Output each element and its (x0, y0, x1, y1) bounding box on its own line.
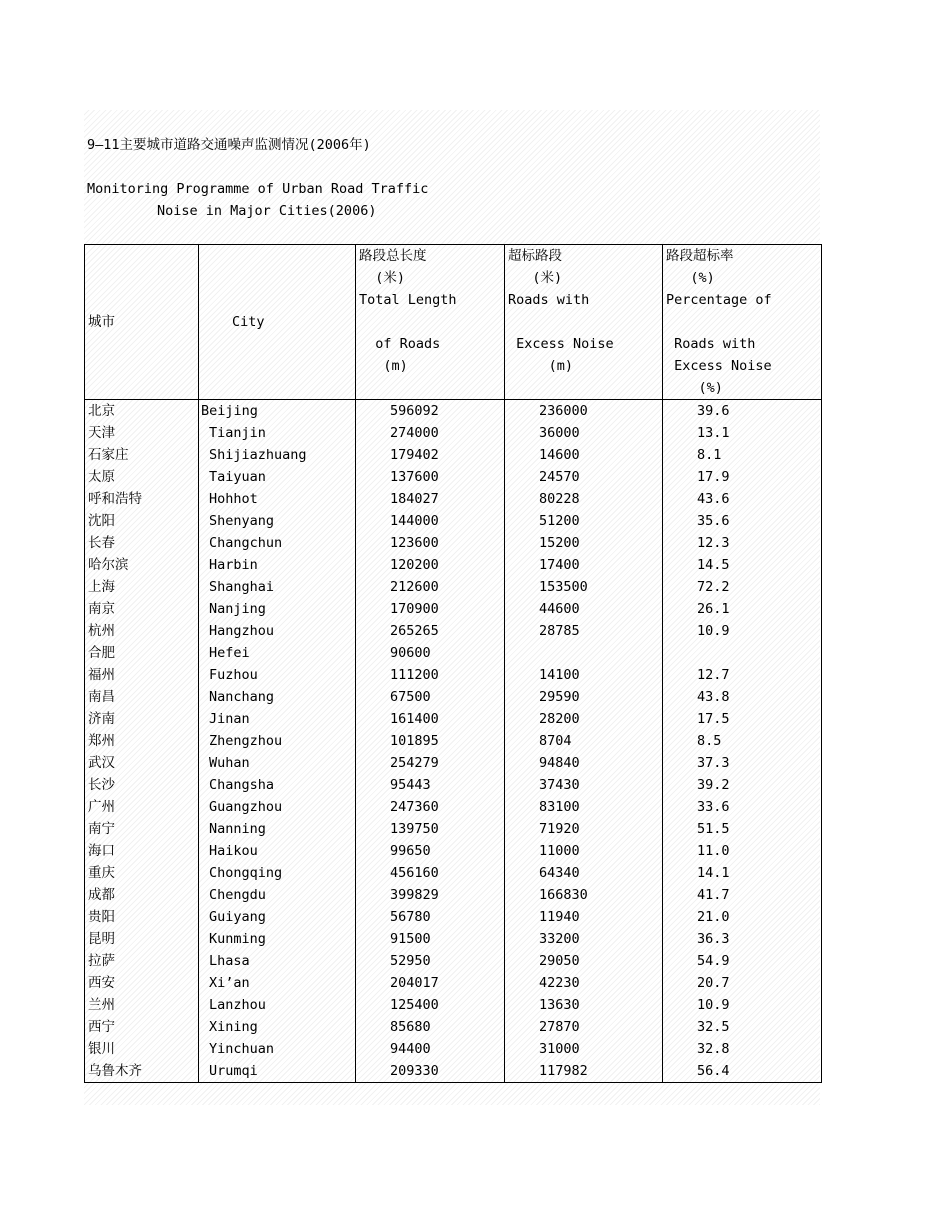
total-length-cell: 170900 (356, 598, 505, 620)
percentage-cell: 8.5 (663, 730, 822, 752)
table-row (85, 598, 822, 620)
table-row (85, 972, 822, 994)
city-en-cell: Kunming (199, 928, 356, 950)
header-percentage-line: 路段超标率 (666, 248, 734, 264)
city-en-cell: Lhasa (199, 950, 356, 972)
table-row (85, 422, 822, 444)
total-length-cell: 209330 (356, 1060, 505, 1083)
table-row (85, 884, 822, 906)
city-en-cell: Hefei (199, 642, 356, 664)
percentage-cell: 56.4 (663, 1060, 822, 1083)
percentage-cell: 12.3 (663, 532, 822, 554)
table-row (85, 994, 822, 1016)
city-cn-cell: 合肥 (85, 642, 199, 664)
excess-length-cell: 37430 (505, 774, 663, 796)
excess-length-cell: 33200 (505, 928, 663, 950)
city-cn-cell: 贵阳 (85, 906, 199, 928)
city-cn-cell: 哈尔滨 (85, 554, 199, 576)
city-en-cell: Nanchang (199, 686, 356, 708)
header-percentage-line: Roads with (666, 336, 756, 352)
header-excess-roads-line: (m) (508, 358, 574, 374)
header-percentage-line: Excess Noise (666, 358, 772, 374)
city-cn-cell: 呼和浩特 (85, 488, 199, 510)
total-length-cell: 274000 (356, 422, 505, 444)
percentage-cell: 37.3 (663, 752, 822, 774)
total-length-cell: 179402 (356, 444, 505, 466)
percentage-cell: 14.5 (663, 554, 822, 576)
excess-length-cell: 29590 (505, 686, 663, 708)
header-total-length (356, 245, 505, 400)
table-subtitle-line-2: Noise in Major Cities(2006) (157, 203, 377, 219)
percentage-cell: 12.7 (663, 664, 822, 686)
excess-length-cell: 83100 (505, 796, 663, 818)
city-en-cell: Hohhot (199, 488, 356, 510)
excess-length-cell: 80228 (505, 488, 663, 510)
excess-length-cell (505, 642, 663, 664)
header-total-length-line: (m) (359, 358, 408, 374)
total-length-cell: 399829 (356, 884, 505, 906)
city-cn-cell: 成都 (85, 884, 199, 906)
table-row (85, 554, 822, 576)
city-en-cell: Guiyang (199, 906, 356, 928)
excess-length-cell: 64340 (505, 862, 663, 884)
header-excess-roads-line: 超标路段 (508, 248, 562, 264)
total-length-cell: 90600 (356, 642, 505, 664)
city-cn-cell: 银川 (85, 1038, 199, 1060)
city-cn-cell: 天津 (85, 422, 199, 444)
total-length-cell: 95443 (356, 774, 505, 796)
city-en-cell: Xi’an (199, 972, 356, 994)
excess-length-cell: 28785 (505, 620, 663, 642)
total-length-cell: 91500 (356, 928, 505, 950)
table-row (85, 532, 822, 554)
city-cn-cell: 南宁 (85, 818, 199, 840)
percentage-cell: 43.6 (663, 488, 822, 510)
header-excess-roads-line: Excess Noise (508, 336, 614, 352)
percentage-cell: 72.2 (663, 576, 822, 598)
total-length-cell: 99650 (356, 840, 505, 862)
city-cn-cell: 昆明 (85, 928, 199, 950)
table-row (85, 708, 822, 730)
total-length-cell: 125400 (356, 994, 505, 1016)
city-cn-cell: 上海 (85, 576, 199, 598)
percentage-cell: 17.5 (663, 708, 822, 730)
total-length-cell: 144000 (356, 510, 505, 532)
city-en-cell: Beijing (199, 400, 356, 423)
city-en-cell: Changsha (199, 774, 356, 796)
percentage-cell: 13.1 (663, 422, 822, 444)
table-row (85, 950, 822, 972)
total-length-cell: 56780 (356, 906, 505, 928)
excess-length-cell: 27870 (505, 1016, 663, 1038)
percentage-cell: 35.6 (663, 510, 822, 532)
total-length-cell: 67500 (356, 686, 505, 708)
excess-length-cell: 51200 (505, 510, 663, 532)
header-total-length-line: 路段总长度 (359, 248, 427, 264)
excess-length-cell: 31000 (505, 1038, 663, 1060)
excess-length-cell: 8704 (505, 730, 663, 752)
city-en-cell: Tianjin (199, 422, 356, 444)
excess-length-cell: 94840 (505, 752, 663, 774)
city-en-cell: Taiyuan (199, 466, 356, 488)
header-percentage-line: (%) (666, 380, 723, 396)
percentage-cell: 41.7 (663, 884, 822, 906)
header-percentage-line: (%) (666, 270, 715, 286)
city-cn-cell: 武汉 (85, 752, 199, 774)
city-cn-cell: 太原 (85, 466, 199, 488)
city-en-cell: Fuzhou (199, 664, 356, 686)
percentage-cell: 14.1 (663, 862, 822, 884)
total-length-cell: 52950 (356, 950, 505, 972)
city-cn-cell: 乌鲁木齐 (85, 1060, 199, 1083)
header-percentage (663, 245, 822, 400)
city-en-cell: Wuhan (199, 752, 356, 774)
table-row (85, 510, 822, 532)
total-length-cell: 137600 (356, 466, 505, 488)
city-en-cell: Lanzhou (199, 994, 356, 1016)
city-en-cell: Harbin (199, 554, 356, 576)
table-row (85, 906, 822, 928)
table-title: 9—11主要城市道路交通噪声监测情况(2006年) (87, 137, 371, 153)
total-length-cell: 123600 (356, 532, 505, 554)
city-en-cell: Hangzhou (199, 620, 356, 642)
percentage-cell: 39.2 (663, 774, 822, 796)
table-row (85, 576, 822, 598)
header-city-en-label: City (232, 314, 265, 330)
city-cn-cell: 石家庄 (85, 444, 199, 466)
percentage-cell: 26.1 (663, 598, 822, 620)
city-cn-cell: 福州 (85, 664, 199, 686)
table-row (85, 466, 822, 488)
table-row (85, 664, 822, 686)
excess-length-cell: 15200 (505, 532, 663, 554)
percentage-cell: 36.3 (663, 928, 822, 950)
total-length-cell: 94400 (356, 1038, 505, 1060)
city-cn-cell: 杭州 (85, 620, 199, 642)
city-cn-cell: 长沙 (85, 774, 199, 796)
header-excess-roads (505, 245, 663, 400)
percentage-cell (663, 642, 822, 664)
percentage-cell: 39.6 (663, 400, 822, 423)
percentage-cell: 54.9 (663, 950, 822, 972)
city-cn-cell: 西安 (85, 972, 199, 994)
total-length-cell: 456160 (356, 862, 505, 884)
excess-length-cell: 24570 (505, 466, 663, 488)
city-cn-cell: 南昌 (85, 686, 199, 708)
table-row (85, 818, 822, 840)
table-row (85, 620, 822, 642)
excess-length-cell: 153500 (505, 576, 663, 598)
total-length-cell: 204017 (356, 972, 505, 994)
city-cn-cell: 长春 (85, 532, 199, 554)
excess-length-cell: 71920 (505, 818, 663, 840)
header-city-en (199, 245, 356, 400)
total-length-cell: 85680 (356, 1016, 505, 1038)
percentage-cell: 51.5 (663, 818, 822, 840)
excess-length-cell: 42230 (505, 972, 663, 994)
city-en-cell: Chengdu (199, 884, 356, 906)
header-total-length-line: Total Length (359, 292, 457, 308)
total-length-cell: 111200 (356, 664, 505, 686)
table-row (85, 840, 822, 862)
header-total-length-line: (米) (359, 270, 406, 286)
percentage-cell: 17.9 (663, 466, 822, 488)
city-cn-cell: 广州 (85, 796, 199, 818)
excess-length-cell: 13630 (505, 994, 663, 1016)
header-excess-roads-line: (米) (508, 270, 563, 286)
city-en-cell: Shijiazhuang (199, 444, 356, 466)
total-length-cell: 161400 (356, 708, 505, 730)
city-en-cell: Yinchuan (199, 1038, 356, 1060)
excess-length-cell: 28200 (505, 708, 663, 730)
total-length-cell: 101895 (356, 730, 505, 752)
table-row (85, 928, 822, 950)
total-length-cell: 265265 (356, 620, 505, 642)
city-cn-cell: 沈阳 (85, 510, 199, 532)
table-row (85, 1060, 822, 1083)
excess-length-cell: 36000 (505, 422, 663, 444)
excess-length-cell: 11000 (505, 840, 663, 862)
table-row (85, 774, 822, 796)
noise-monitoring-table (84, 244, 822, 1083)
table-row (85, 400, 822, 423)
city-en-cell: Shenyang (199, 510, 356, 532)
city-en-cell: Haikou (199, 840, 356, 862)
percentage-cell: 11.0 (663, 840, 822, 862)
excess-length-cell: 14100 (505, 664, 663, 686)
percentage-cell: 8.1 (663, 444, 822, 466)
table-body (85, 400, 822, 1083)
table-row (85, 1016, 822, 1038)
header-city-cn-label: 城市 (88, 314, 115, 330)
city-cn-cell: 南京 (85, 598, 199, 620)
table-row (85, 1038, 822, 1060)
city-cn-cell: 西宁 (85, 1016, 199, 1038)
percentage-cell: 32.5 (663, 1016, 822, 1038)
city-en-cell: Urumqi (199, 1060, 356, 1083)
header-excess-roads-line: Roads with (508, 292, 590, 308)
table-row (85, 488, 822, 510)
table-row (85, 730, 822, 752)
city-en-cell: Chongqing (199, 862, 356, 884)
table-row (85, 796, 822, 818)
city-en-cell: Guangzhou (199, 796, 356, 818)
table-row (85, 642, 822, 664)
total-length-cell: 247360 (356, 796, 505, 818)
total-length-cell: 120200 (356, 554, 505, 576)
percentage-cell: 33.6 (663, 796, 822, 818)
percentage-cell: 10.9 (663, 994, 822, 1016)
table-row (85, 862, 822, 884)
table-row (85, 686, 822, 708)
excess-length-cell: 166830 (505, 884, 663, 906)
city-cn-cell: 济南 (85, 708, 199, 730)
total-length-cell: 139750 (356, 818, 505, 840)
percentage-cell: 43.8 (663, 686, 822, 708)
excess-length-cell: 236000 (505, 400, 663, 423)
percentage-cell: 20.7 (663, 972, 822, 994)
table-row (85, 444, 822, 466)
excess-length-cell: 14600 (505, 444, 663, 466)
percentage-cell: 32.8 (663, 1038, 822, 1060)
city-en-cell: Nanning (199, 818, 356, 840)
header-percentage-line: Percentage of (666, 292, 772, 308)
city-en-cell: Changchun (199, 532, 356, 554)
city-cn-cell: 拉萨 (85, 950, 199, 972)
city-cn-cell: 兰州 (85, 994, 199, 1016)
percentage-cell: 21.0 (663, 906, 822, 928)
header-total-length-line: of Roads (359, 336, 441, 352)
city-cn-cell: 郑州 (85, 730, 199, 752)
excess-length-cell: 17400 (505, 554, 663, 576)
excess-length-cell: 11940 (505, 906, 663, 928)
city-en-cell: Xining (199, 1016, 356, 1038)
table-subtitle-line-1: Monitoring Programme of Urban Road Traffic (87, 181, 429, 197)
city-en-cell: Nanjing (199, 598, 356, 620)
city-cn-cell: 海口 (85, 840, 199, 862)
excess-length-cell: 117982 (505, 1060, 663, 1083)
header-city-cn (85, 245, 199, 400)
city-en-cell: Zhengzhou (199, 730, 356, 752)
total-length-cell: 184027 (356, 488, 505, 510)
total-length-cell: 596092 (356, 400, 505, 423)
total-length-cell: 212600 (356, 576, 505, 598)
excess-length-cell: 29050 (505, 950, 663, 972)
excess-length-cell: 44600 (505, 598, 663, 620)
header-row (85, 245, 822, 400)
city-cn-cell: 重庆 (85, 862, 199, 884)
table-row (85, 752, 822, 774)
percentage-cell: 10.9 (663, 620, 822, 642)
total-length-cell: 254279 (356, 752, 505, 774)
city-en-cell: Jinan (199, 708, 356, 730)
city-cn-cell: 北京 (85, 400, 199, 423)
city-en-cell: Shanghai (199, 576, 356, 598)
